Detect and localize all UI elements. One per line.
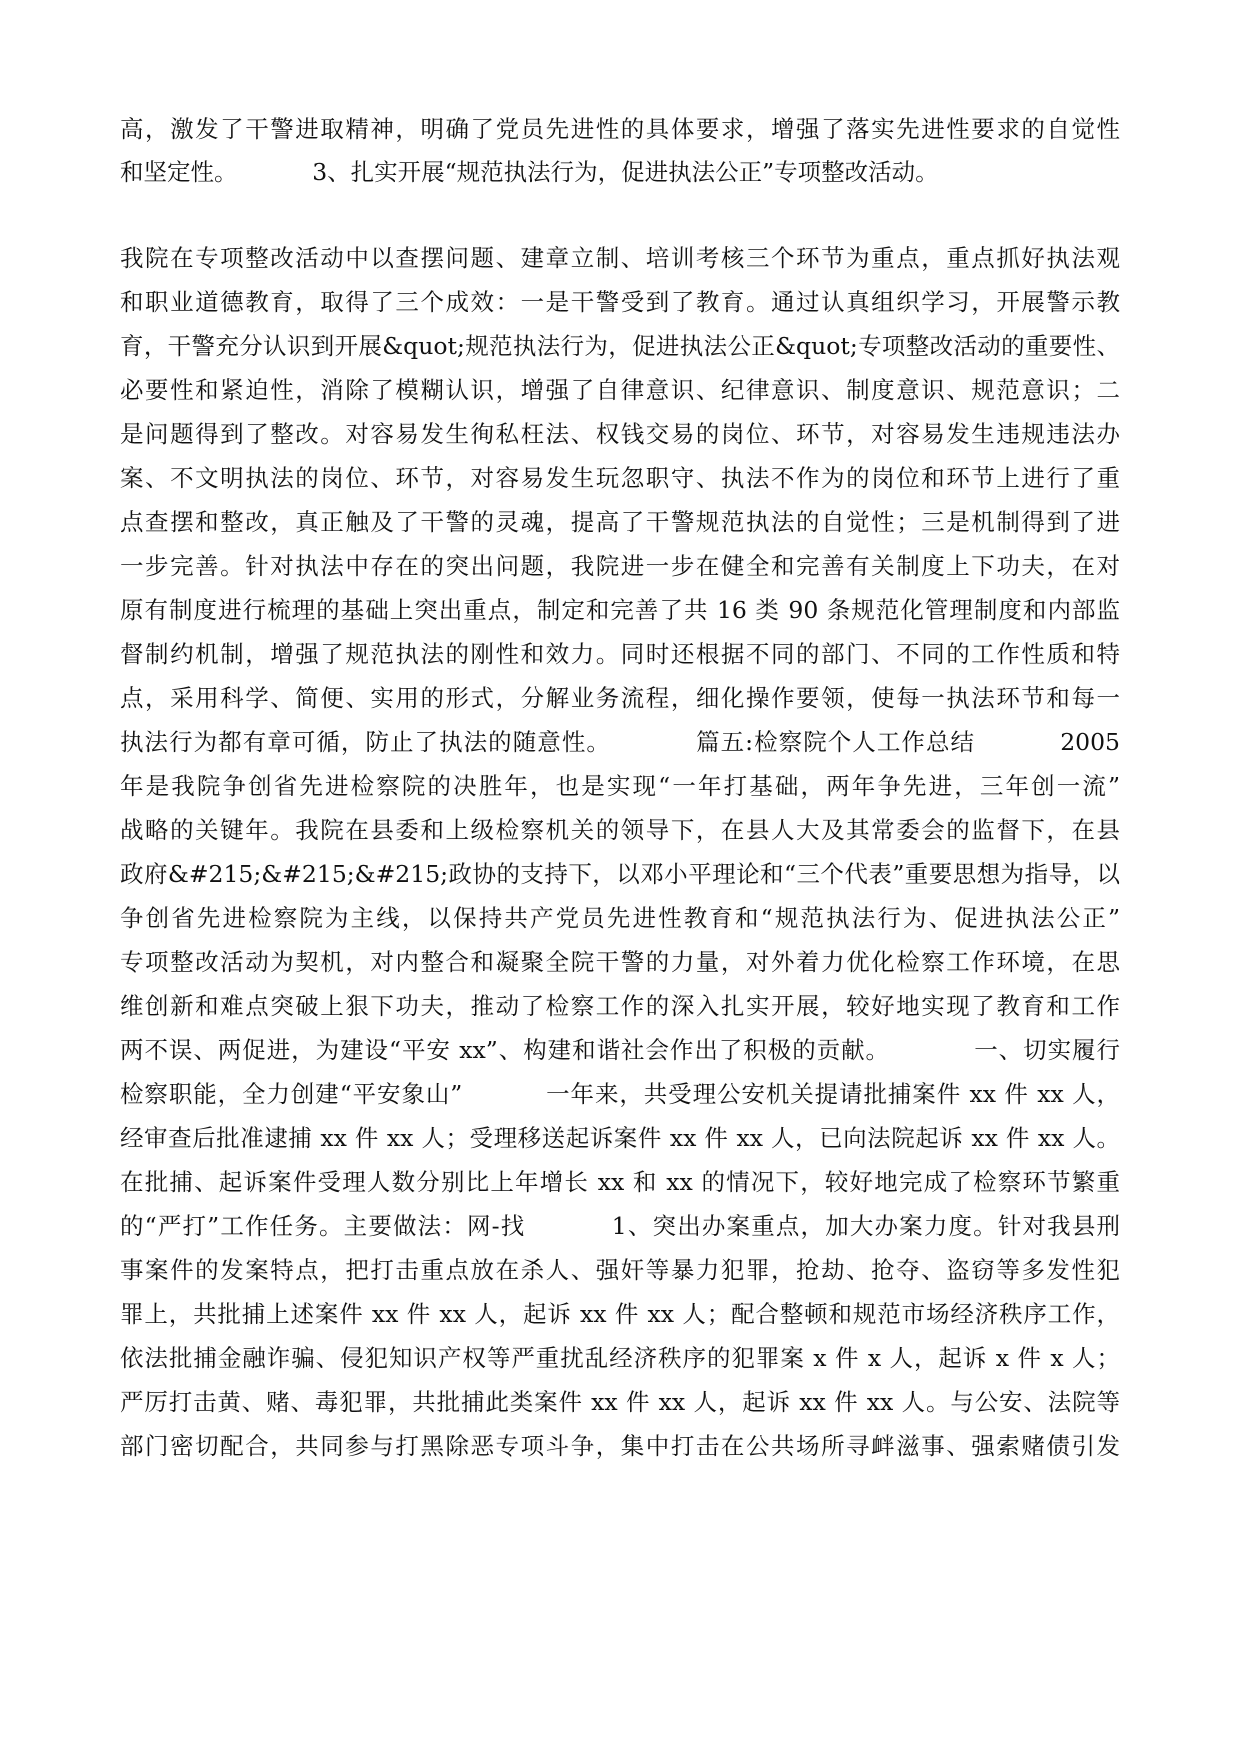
text-line: 争创省先进检察院为主线，以保持共产党员先进性教育和“规范执法行为、促进执法公正” bbox=[120, 904, 1120, 932]
text-line: 执法行为都有章可循，防止了执法的随意性。 篇五:检察院个人工作总结 2005 bbox=[120, 728, 1120, 756]
text-line: 部门密切配合，共同参与打黑除恶专项斗争，集中打击在公共场所寻衅滋事、强索赌债引发 bbox=[120, 1432, 1120, 1460]
text-line: 和职业道德教育，取得了三个成效：一是干警受到了教育。通过认真组织学习，开展警示教 bbox=[120, 288, 1120, 316]
text-line: 一步完善。针对执法中存在的突出问题，我院进一步在健全和完善有关制度上下功夫，在对 bbox=[120, 552, 1120, 580]
text-line: 育，干警充分认识到开展&quot;规范执法行为，促进执法公正&quot;专项整改活动的重要性、 bbox=[120, 332, 1120, 360]
text-line: 在批捕、起诉案件受理人数分别比上年增长 xx 和 xx 的情况下，较好地完成了检察环节繁重 bbox=[120, 1168, 1120, 1196]
text-line: 原有制度进行梳理的基础上突出重点，制定和完善了共 16 类 90 条规范化管理制度和内部监 bbox=[120, 596, 1120, 624]
text-line: 战略的关键年。我院在县委和上级检察机关的领导下，在县人大及其常委会的监督下，在县 bbox=[120, 816, 1120, 844]
text-line: 维创新和难点突破上狠下功夫，推动了检察工作的深入扎实开展，较好地实现了教育和工作 bbox=[120, 992, 1120, 1020]
text-line: 严厉打击黄、赌、毒犯罪，共批捕此类案件 xx 件 xx 人，起诉 xx 件 xx 人。与公安、法院等 bbox=[120, 1388, 1120, 1416]
text-line: 经审查后批准逮捕 xx 件 xx 人；受理移送起诉案件 xx 件 xx 人，已向法院起诉 xx 件 xx 人。 bbox=[120, 1124, 1120, 1152]
text-line: 年是我院争创省先进检察院的决胜年，也是实现“一年打基础，两年争先进，三年创一流” bbox=[120, 772, 1120, 800]
text-line: 依法批捕金融诈骗、侵犯知识产权等严重扰乱经济秩序的犯罪案 x 件 x 人，起诉 x 件 x 人； bbox=[120, 1344, 1120, 1372]
text-line: 专项整改活动为契机，对内整合和凝聚全院干警的力量，对外着力优化检察工作环境，在思 bbox=[120, 948, 1120, 976]
text-line: 点查摆和整改，真正触及了干警的灵魂，提高了干警规范执法的自觉性；三是机制得到了进 bbox=[120, 508, 1120, 536]
text-line: 是问题得到了整改。对容易发生徇私枉法、权钱交易的岗位、环节，对容易发生违规违法办 bbox=[120, 420, 1120, 448]
text-line: 督制约机制，增强了规范执法的刚性和效力。同时还根据不同的部门、不同的工作性质和特 bbox=[120, 640, 1120, 668]
text-line: 和坚定性。 3、扎实开展“规范执法行为，促进执法公正”专项整改活动。 bbox=[120, 158, 939, 186]
text-line: 案、不文明执法的岗位、环节，对容易发生玩忽职守、执法不作为的岗位和环节上进行了重 bbox=[120, 464, 1120, 492]
text-line: 必要性和紧迫性，消除了模糊认识，增强了自律意识、纪律意识、制度意识、规范意识；二 bbox=[120, 376, 1120, 404]
text-line: 点，采用科学、简便、实用的形式，分解业务流程，细化操作要领，使每一执法环节和每一 bbox=[120, 684, 1120, 712]
text-line: 我院在专项整改活动中以查摆问题、建章立制、培训考核三个环节为重点，重点抓好执法观 bbox=[120, 244, 1120, 272]
text-line: 事案件的发案特点，把打击重点放在杀人、强奸等暴力犯罪，抢劫、抢夺、盗窃等多发性犯 bbox=[120, 1256, 1120, 1284]
text-line: 罪上，共批捕上述案件 xx 件 xx 人，起诉 xx 件 xx 人；配合整顿和规范市场经济秩序工作， bbox=[120, 1300, 1120, 1328]
text-line: 检察职能，全力创建“平安象山” 一年来，共受理公安机关提请批捕案件 xx 件 xx 人， bbox=[120, 1080, 1120, 1108]
text-line: 政府&#215;&#215;&#215;政协的支持下，以邓小平理论和“三个代表”重要思想为指导，以 bbox=[120, 860, 1120, 888]
text-line: 高，激发了干警进取精神，明确了党员先进性的具体要求，增强了落实先进性要求的自觉性 bbox=[120, 115, 1120, 143]
text-line: 的“严打”工作任务。主要做法：网-找 1、突出办案重点，加大办案力度。针对我县刑 bbox=[120, 1212, 1120, 1240]
text-line: 两不误、两促进，为建设“平安 xx”、构建和谐社会作出了积极的贡献。 一、切实履行 bbox=[120, 1036, 1120, 1064]
